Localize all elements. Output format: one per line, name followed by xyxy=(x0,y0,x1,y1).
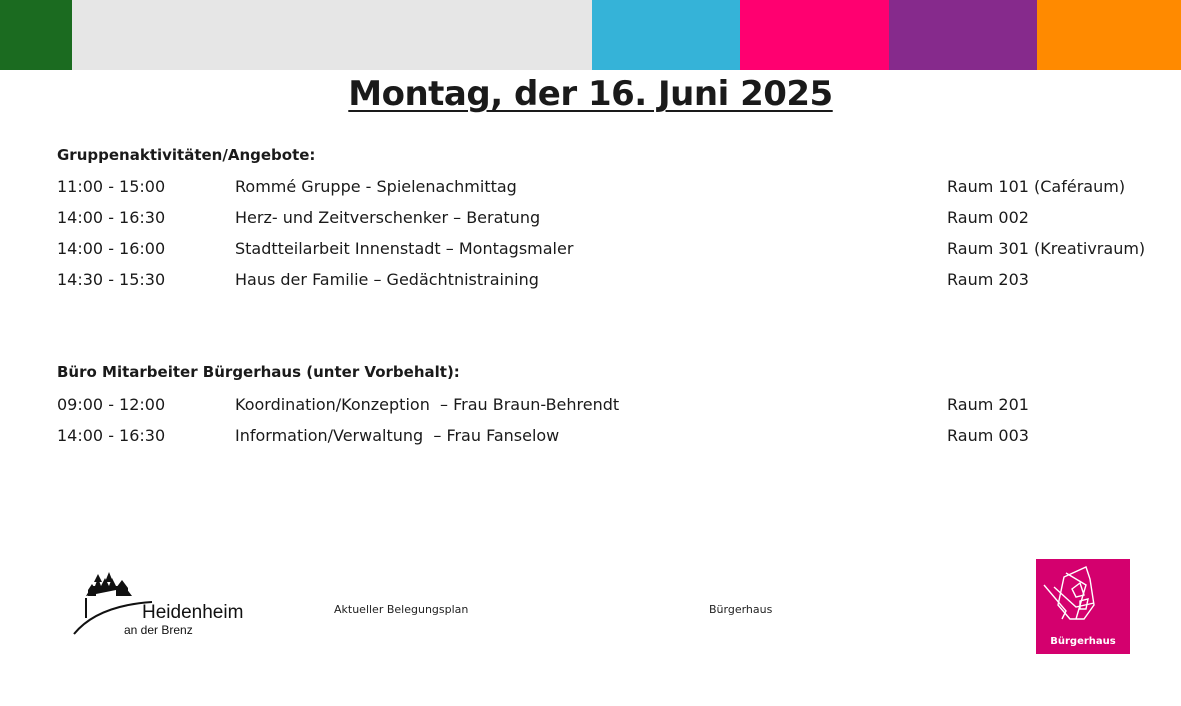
castle-logo-icon xyxy=(72,568,272,640)
row-room: Raum 201 xyxy=(947,395,1029,414)
row-room: Raum 203 xyxy=(947,270,1029,289)
schedule-row xyxy=(0,395,1181,419)
schedule-row xyxy=(0,426,1181,450)
staff-section-heading: Büro Mitarbeiter Bürgerhaus (unter Vorbehalt): xyxy=(57,363,460,381)
buergerhaus-logo-label: Bürgerhaus xyxy=(1050,636,1116,647)
heidenheim-name: Heidenheim xyxy=(142,602,244,623)
color-segment-purple xyxy=(889,0,1037,70)
row-room: Raum 002 xyxy=(947,208,1029,227)
schedule-row xyxy=(0,208,1181,232)
color-segment-green xyxy=(0,0,72,70)
row-description: Information/Verwaltung – Frau Fanselow xyxy=(235,426,560,445)
page-title: Montag, der 16. Juni 2025 xyxy=(348,74,833,114)
group-section-heading: Gruppenaktivitäten/Angebote: xyxy=(57,146,316,164)
buergerhaus-logo-icon xyxy=(1036,559,1130,629)
footer-label-plan: Aktueller Belegungsplan xyxy=(334,603,469,616)
row-room: Raum 101 (Caféraum) xyxy=(947,177,1126,196)
schedule-row xyxy=(0,270,1181,294)
row-description: Koordination/Konzeption – Frau Braun-Behrendt xyxy=(235,395,620,414)
color-segment-gray xyxy=(72,0,592,70)
row-description: Herz- und Zeitverschenker – Beratung xyxy=(235,208,541,227)
row-room: Raum 003 xyxy=(947,426,1029,445)
row-room: Raum 301 (Kreativraum) xyxy=(947,239,1146,258)
schedule-row xyxy=(0,239,1181,263)
heidenheim-logo xyxy=(72,568,272,640)
row-description: Haus der Familie – Gedächtnistraining xyxy=(235,270,539,289)
buergerhaus-logo xyxy=(1036,559,1130,654)
row-time: 14:30 - 15:30 xyxy=(57,270,166,289)
color-segment-orange xyxy=(1037,0,1181,70)
color-segment-cyan xyxy=(592,0,740,70)
row-description: Rommé Gruppe - Spielenachmittag xyxy=(235,177,517,196)
row-time: 14:00 - 16:30 xyxy=(57,208,166,227)
row-time: 14:00 - 16:00 xyxy=(57,239,166,258)
heidenheim-subtitle: an der Brenz xyxy=(124,623,193,637)
row-time: 14:00 - 16:30 xyxy=(57,426,166,445)
row-time: 11:00 - 15:00 xyxy=(57,177,166,196)
footer-label-house: Bürgerhaus xyxy=(709,603,773,616)
row-time: 09:00 - 12:00 xyxy=(57,395,166,414)
color-segment-pink xyxy=(740,0,889,70)
row-description: Stadtteilarbeit Innenstadt – Montagsmaler xyxy=(235,239,574,258)
color-bar xyxy=(0,0,1181,70)
schedule-row xyxy=(0,177,1181,201)
